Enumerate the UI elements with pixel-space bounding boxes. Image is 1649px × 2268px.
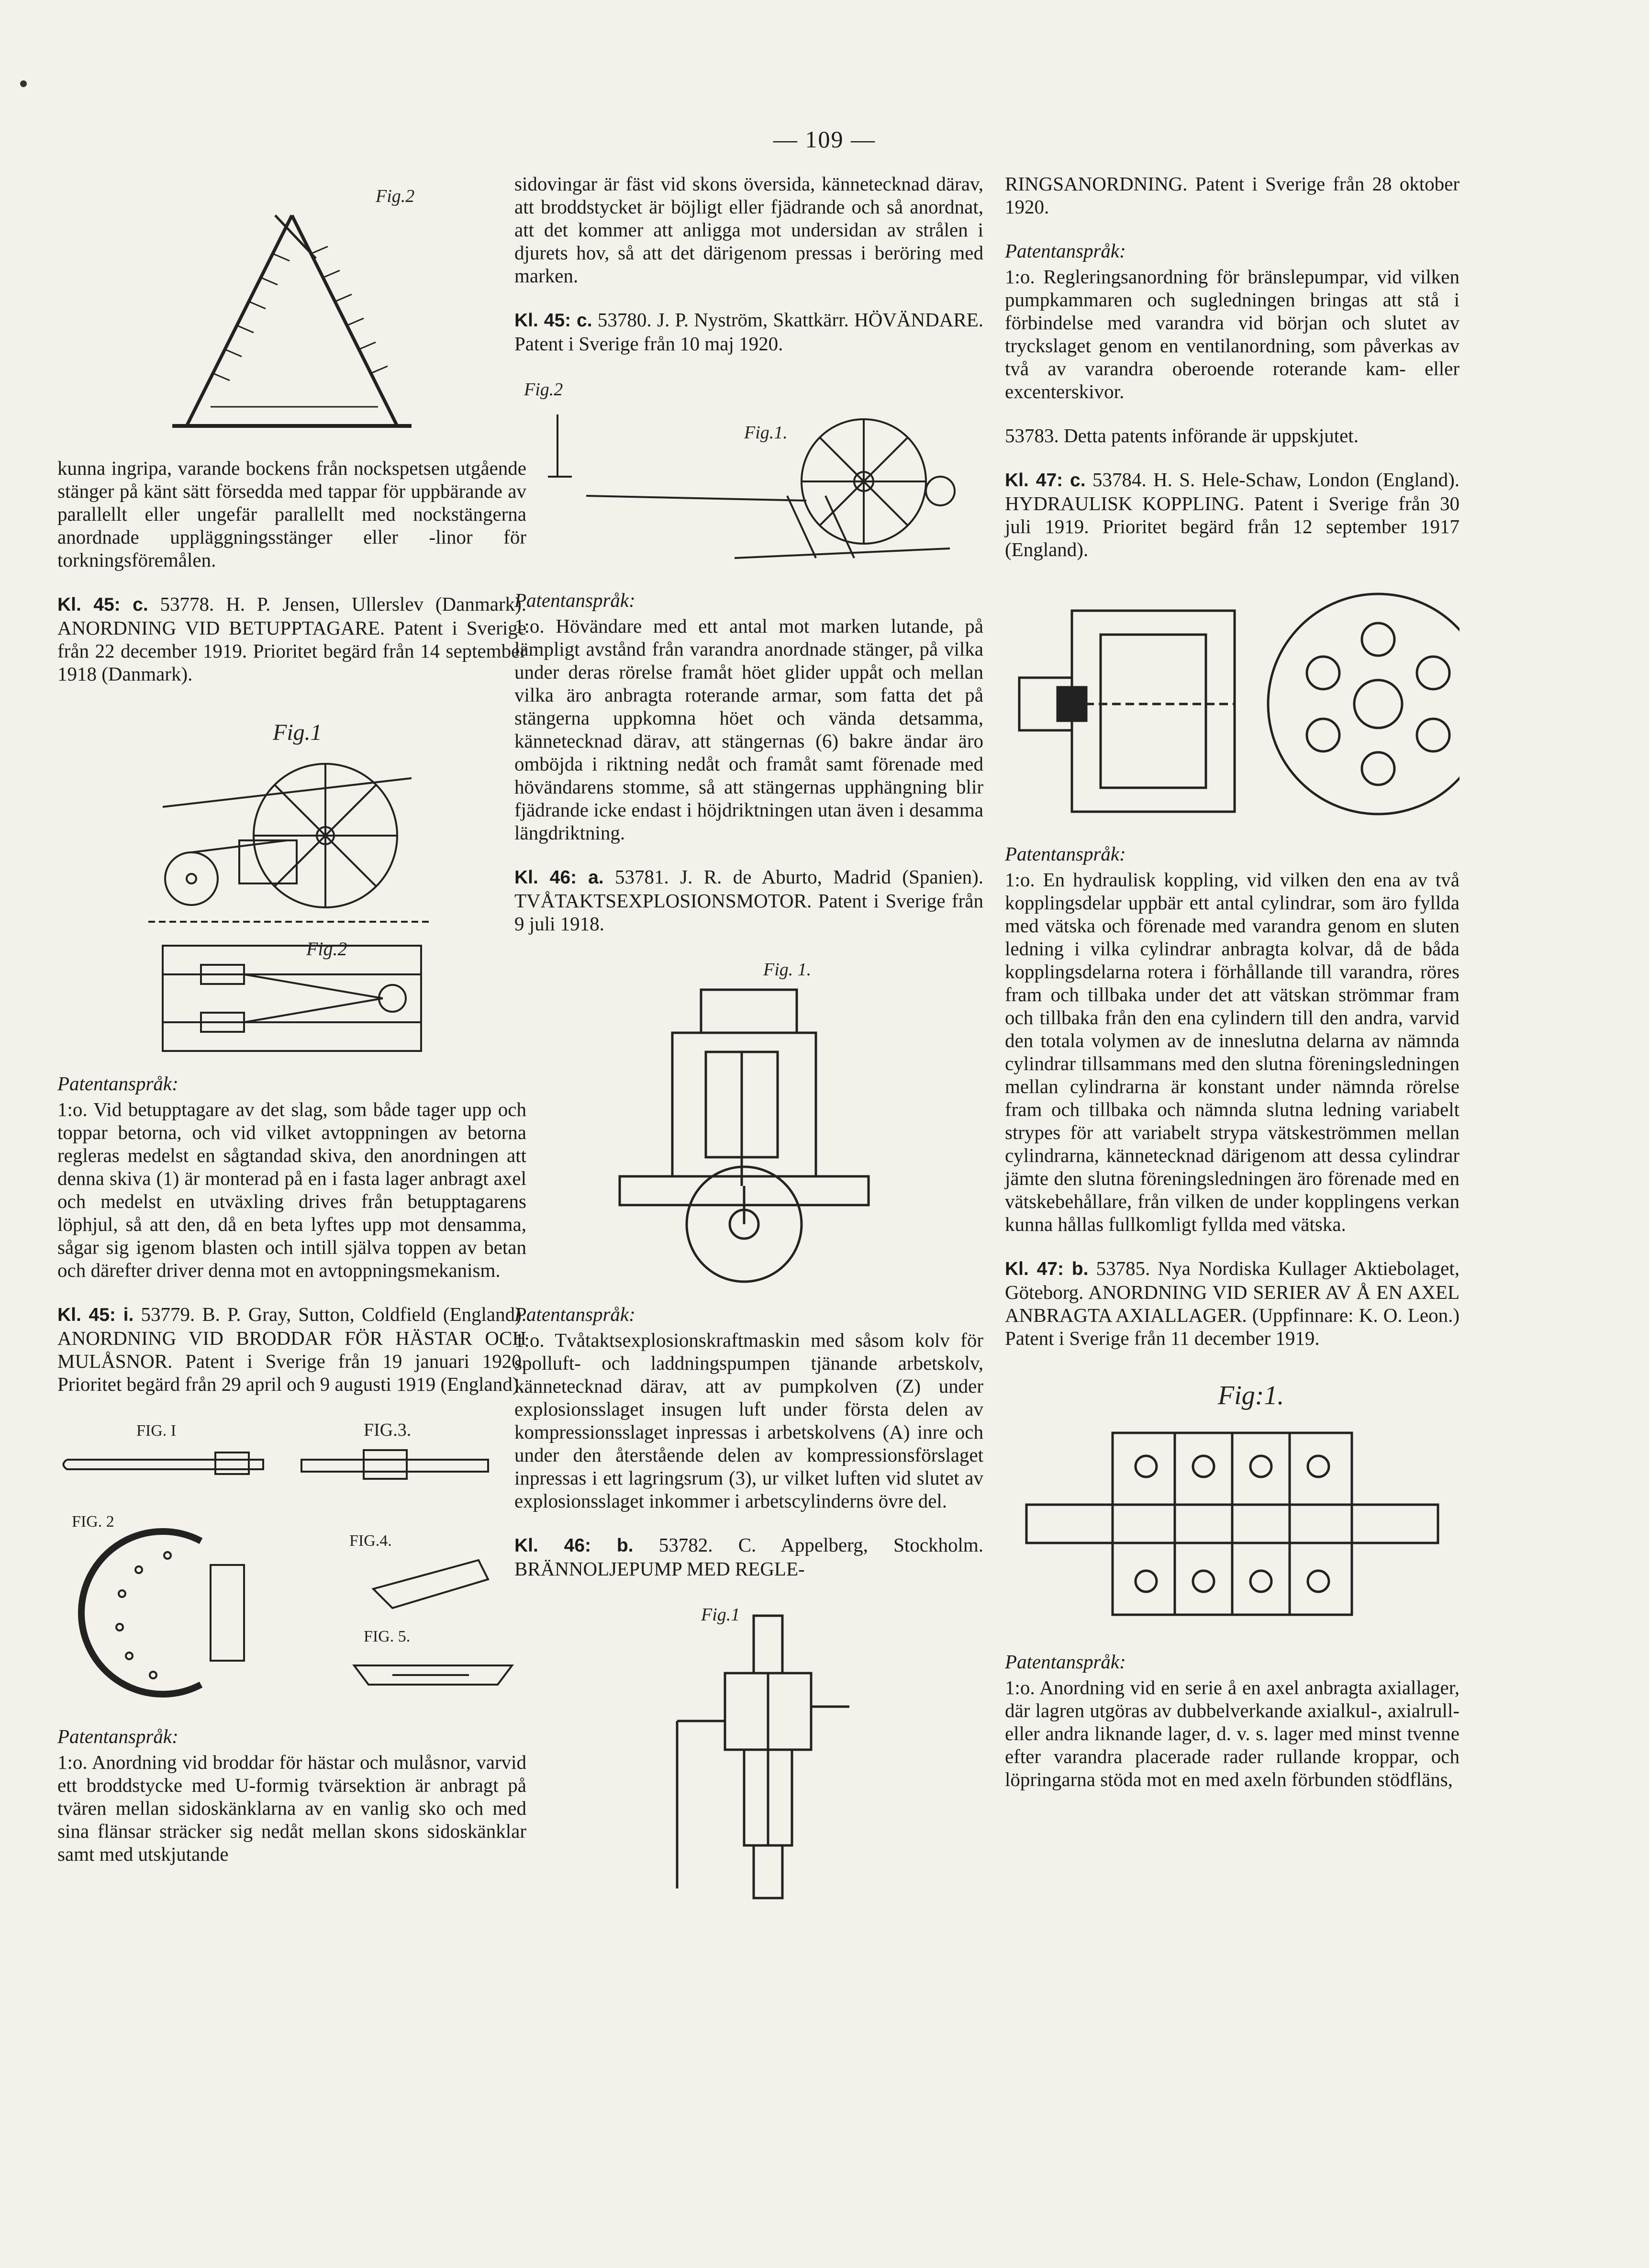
class-label: Kl. 45: c.: [514, 310, 592, 331]
class-label: Kl. 46: a.: [514, 867, 604, 888]
page-speck: [20, 80, 27, 87]
figure-label: FIG. 5.: [364, 1628, 411, 1645]
entry-text: 53782. C. Appelberg, Stockholm. BRÄNNOLJEPUMP MED REGLE-: [514, 1534, 983, 1580]
claim-53779: 1:o. Anordning vid broddar för hästar och mulåsnor, varvid ett broddstycke med U-formig tvärsektion är anbragt på tvären mellan sidoskänklarna av en vanlig sko och med sina flänsar sträcker sig nedåt mellan skons sidoskänklar samt med utskjutande: [57, 1751, 526, 1865]
figure-horseshoe: [57, 1417, 517, 1713]
entry-53778: [57, 592, 526, 685]
class-label: Kl. 47: c.: [1005, 470, 1086, 491]
class-label: Kl. 45: c.: [57, 594, 148, 615]
claim-53785: 1:o. Anordning vid en serie å en axel anbragta axiallager, där lagren utgöras av dubbelverkande axialkul-, axialrull- eller andra liknande lager, d. v. s. lager med minst tvenne efter varandra placerade rader rullande kroppar, och löpringarna stöda mot en med axeln förbunden stödfläns,: [1005, 1676, 1460, 1790]
figure-label: FIG.4.: [349, 1532, 392, 1550]
figure-label: Fig.2: [306, 938, 347, 960]
column-1: [57, 177, 526, 1887]
figure-label: FIG.3.: [364, 1420, 412, 1440]
entry-text: 53781. J. R. de Aburto, Madrid (Spanien). TVÅTAKTSEXPLOSIONSMOTOR. Patent i Sverige från 9 juli 1918.: [514, 866, 984, 935]
entry-text: 53779. B. P. Gray, Sutton, Coldfield (England). ANORDNING VID BRODDAR FÖR HÄSTAR OCH MULÅSNOR. Patent i Sverige från 19 januari 1920. Prioritet begärd från 29 april och 9 augusti 1919 (England).: [57, 1303, 527, 1395]
claim-heading: Patentanspråk:: [57, 1725, 178, 1747]
class-label: Kl. 47: b.: [1005, 1259, 1089, 1279]
claim-heading: Patentanspråk:: [1005, 843, 1126, 865]
figure-label: FIG. 2: [72, 1513, 114, 1531]
entry-53779: [57, 1303, 526, 1396]
entry-text: 53778. H. P. Jensen, Ullerslev (Danmark). ANORDNING VID BETUPPTAGARE. Patent i Sverige från 22 december 1919. Prioritet begärd från 14 september 1918 (Danmark).: [57, 593, 526, 685]
claim-heading: Patentanspråk:: [1005, 1651, 1126, 1673]
column-2: [514, 172, 983, 1919]
entry-text: 53780. J. P. Nyström, Skattkärr. HÖVÄNDARE. Patent i Sverige från 10 maj 1920.: [514, 309, 983, 355]
figure-label: Fig:1.: [1218, 1381, 1284, 1410]
claim-53780: 1:o. Hövändare med ett antal mot marken lutande, på lämpligt avstånd från varandra anordnade stänger, på vilka under deras rörelse framåt höet glider uppåt och mellan vilka äro anbragta roterande armar, som fatta det på stängerna uppkomna höet och vända detsamma, kännetecknad därav, att stängernas (6) bakre ändar äro omböjda i riktning nedåt och framåt samt förenade med hövändarens stomme, så att stängernas upphängning blir fjädrande icke endast i höjdriktningen utan även i desamma längdriktning.: [514, 615, 983, 844]
class-label: Kl. 46: b.: [514, 1535, 634, 1556]
figure-axial-bearing: [1017, 1371, 1448, 1639]
entry-53780: [514, 308, 983, 355]
figure-label: Fig.1: [273, 720, 322, 745]
figure-label: Fig.1: [701, 1605, 740, 1625]
entry-text: 53784. H. S. Hele-Schaw, London (England). HYDRAULISK KOPPLING. Patent i Sverige från 30 juli 1919. Prioritet begärd från 12 september 1917 (England).: [1005, 469, 1460, 560]
claim-53781: 1:o. Tvåtaktsexplosionskraftmaskin med såsom kolv för spolluft- och laddningspumpen tjänande arbetskolv, kännetecknad därav, att av pumpkolven (Z) under explosionsslaget insugen luft under första delen av kompressionsslaget inpressas i arbetskolvens (A) inre och under den återstående delen av kompressionsförslaget inpressas i ett lagringsrum (3), ur vilket luften vid slutet av explosionsslaget inkommer i arbetscylinderns övre del.: [514, 1329, 983, 1512]
figure-label: Fig. 1.: [763, 960, 812, 980]
entry-continuation: RINGSANORDNING. Patent i Sverige från 28 oktober 1920.: [1005, 173, 1460, 218]
claim-heading: Patentanspråk:: [514, 589, 635, 611]
figure-beet-harvester: [144, 706, 440, 1061]
entry-53784: [1005, 468, 1460, 561]
figure-hay-tedder: [519, 376, 979, 577]
entry-53783: 53783. Detta patents införande är uppskjutet.: [1005, 425, 1359, 447]
class-label: Kl. 45: i.: [57, 1305, 134, 1325]
entry-continuation: kunna ingripa, varande bockens från nockspetsen utgående stänger på känt sätt försedda med tappar för uppbärande av parallellt eller ungefär parallellt med nockstängerna anordnade uppläggningsstänger eller -linor för torkningsföremålen.: [57, 457, 526, 571]
entry-text: 53785. Nya Nordiska Kullager Aktiebolaget, Göteborg. ANORDNING VID SERIER AV Å EN AXEL ANBRAGTA AXIALLAGER. (Uppfinnare: K. O. Leon.) Patent i Sverige från 11 december 1919.: [1005, 1257, 1460, 1349]
figure-two-stroke-engine: [581, 956, 916, 1291]
claim-heading: Patentanspråk:: [514, 1303, 635, 1325]
figure-label: Fig.2: [376, 186, 415, 206]
column-3: [1005, 172, 1460, 1812]
entry-53782: [514, 1533, 983, 1580]
page-number: — 109 —: [773, 126, 876, 153]
entry-continuation: sidovingar är fäst vid skons översida, kännetecknad därav, att broddstycket är böjligt eller fjädrande och så anordnat, att det kommer att anligga mot undersidan av strålen i djurets hov, så att det därigenom pressas i beröring med marken.: [514, 173, 983, 287]
figure-label: Fig.1.: [744, 423, 788, 443]
entry-53785: [1005, 1257, 1460, 1350]
claim-53778: 1:o. Vid betupptagare av det slag, som både tager upp och toppar betorna, och vid vilket avtoppningen av betorna regleras medelst en sågtandad skiva, den anordningen att denna skiva (1) är monterad på en i fasta lager anbragt axel och medelst en utväxling drives från betupptagarens löphjul, så att den, då en beta lyftes upp mot densamma, sågar sig igenom blasten och intill själva toppen av betan och därefter driver denna mot en avtoppningsmekanism.: [57, 1098, 526, 1281]
claim-53782: 1:o. Regleringsanordning för bränslepumpar, vid vilken pumpkammaren och sugledningen bringas att stå i förbindelse med varandra vid början och slutet av tryckslaget genom en ventilanordning, som påverkas av två av varandra oberoende roterande kam- eller excenterskivor.: [1005, 266, 1460, 402]
figure-fuel-pump: [581, 1601, 916, 1908]
entry-53781: [514, 865, 983, 935]
figure-hydraulic-coupling: [1005, 582, 1460, 831]
claim-heading: Patentanspråk:: [1005, 240, 1126, 262]
claim-heading: Patentanspråk:: [57, 1073, 178, 1095]
figure-label: FIG. I: [136, 1422, 177, 1440]
claim-53784: 1:o. En hydraulisk koppling, vid vilken den ena av två kopplingsdelar uppbär ett antal cylindrar, som äro fyllda med vätska och förenade med varandra genom en sluten ledning i vilka cylindrar anbragta kolvar, då de båda kopplingsdelarna rotera i förhållande till varandra, röres fram och tillbaka under det att vätskan strömmar fram och tillbaka från den ena cylindern till den andra, varvid den totala volymen av de inneslutna delarna av nämnda cylindrar tillsammans med den slutna föreningsledningen mellan cylindrarna är konstant under nämnda rörelse fram och tillbaka och nämnda slutna ledning variabelt strypes för att variabelt strypa vätskeströmmen mellan cylindrarna, kännetecknad därigenom att dessa cylindrar jämte den slutna föreningsledningen äro förenade med en vätskebehållare, från vilken de under kopplingens verkan kunna hållas fullkomligt fyllda med vätska.: [1005, 869, 1460, 1235]
figure-label: Fig.2: [524, 380, 563, 400]
figure-drying-rack: [158, 177, 426, 445]
